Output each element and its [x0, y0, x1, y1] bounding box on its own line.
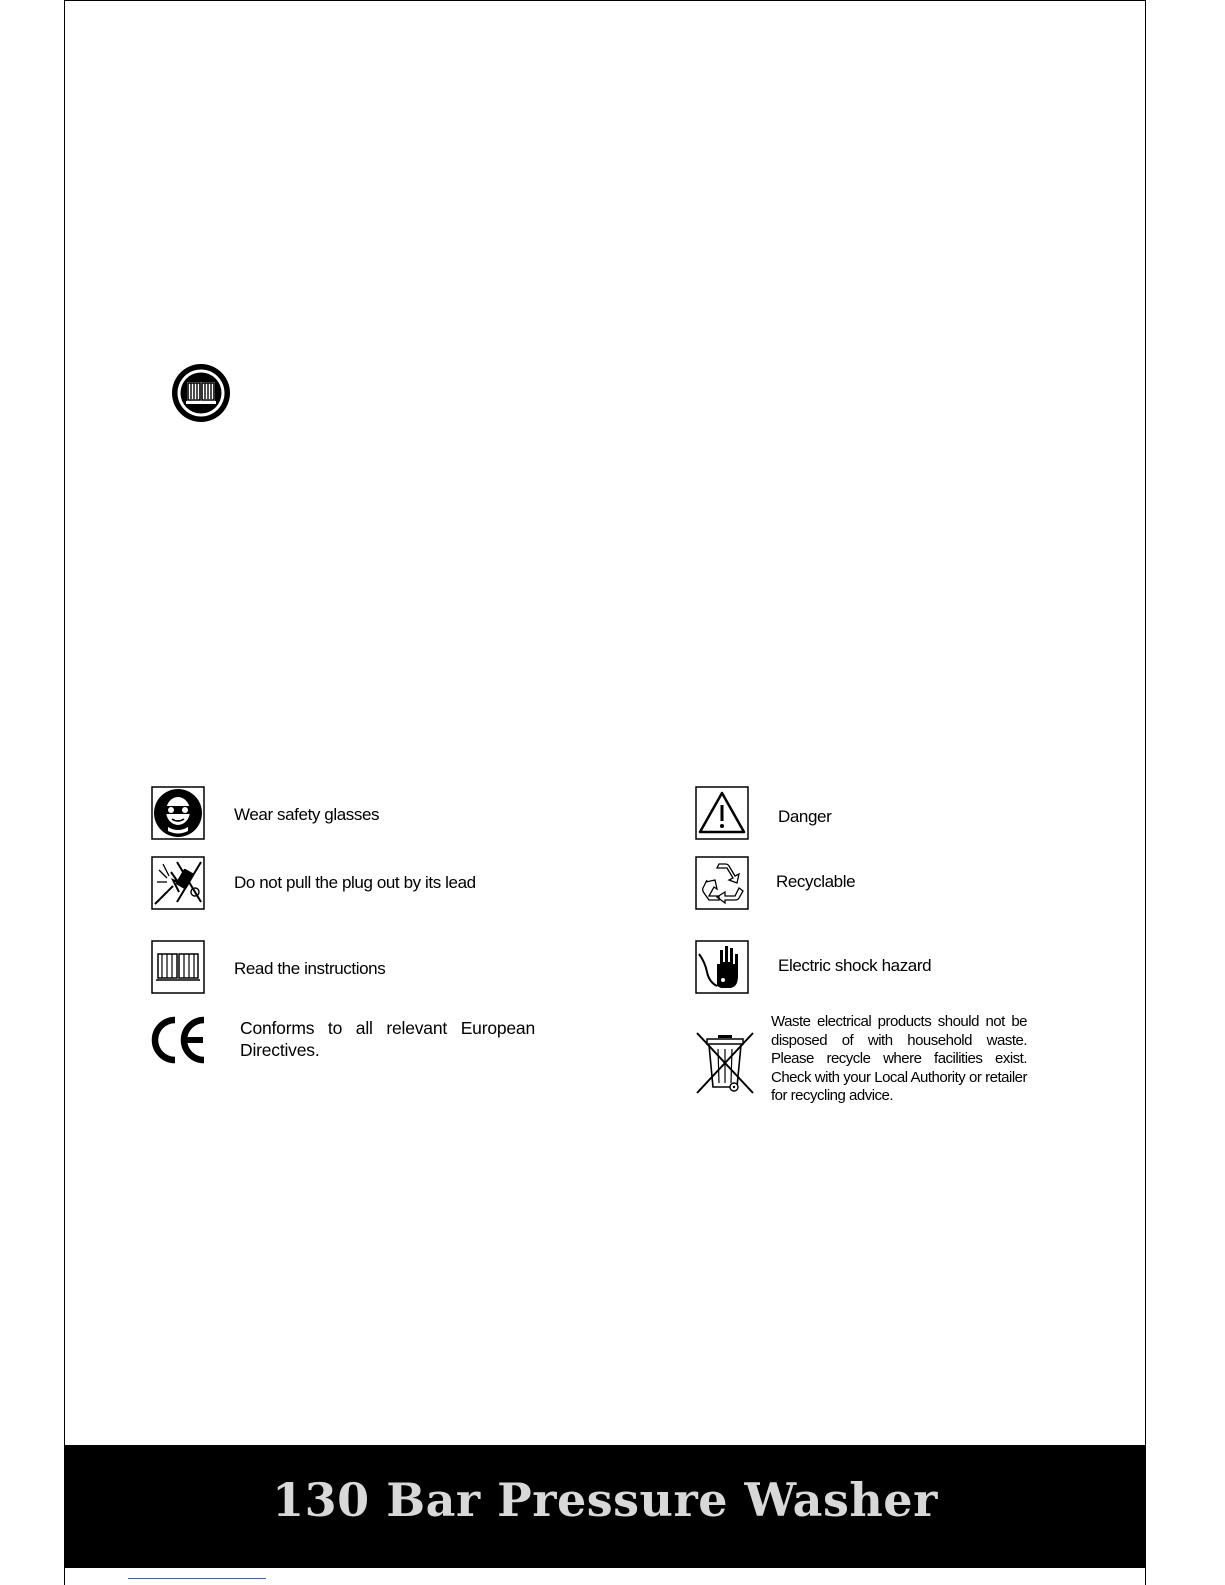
warning-triangle-icon — [695, 786, 749, 840]
symbol-label: Do not pull the plug out by its lead — [234, 873, 476, 892]
page-frame — [64, 0, 1146, 1585]
symbol-label: Electric shock hazard — [778, 956, 932, 975]
ce-conformity-text: Conforms to all relevant European Directives. — [240, 1018, 535, 1060]
read-manual-icon — [170, 362, 232, 424]
bottom-rule — [128, 1578, 266, 1579]
weee-disposal-text: Waste electrical products should not be disposed of with household waste. Please recycle where facilities exist. Check with your Local Authority or retailer for recycling advice. — [771, 1013, 1027, 1105]
symbol-label: Recyclable — [776, 872, 856, 891]
crossed-bin-icon — [694, 1031, 756, 1097]
book-icon — [151, 940, 205, 994]
safety-glasses-icon — [151, 786, 205, 840]
plug-lead-icon — [151, 856, 205, 910]
footer-bar — [64, 1445, 1146, 1568]
ce-mark-icon — [151, 1014, 207, 1066]
product-title: 130 Bar Pressure Washer — [272, 1473, 938, 1527]
symbol-label: Wear safety glasses — [234, 805, 380, 824]
hand-shock-icon — [695, 940, 749, 994]
recycle-icon — [695, 856, 749, 910]
symbol-label: Danger — [778, 807, 832, 826]
symbol-label: Read the instructions — [234, 959, 386, 978]
